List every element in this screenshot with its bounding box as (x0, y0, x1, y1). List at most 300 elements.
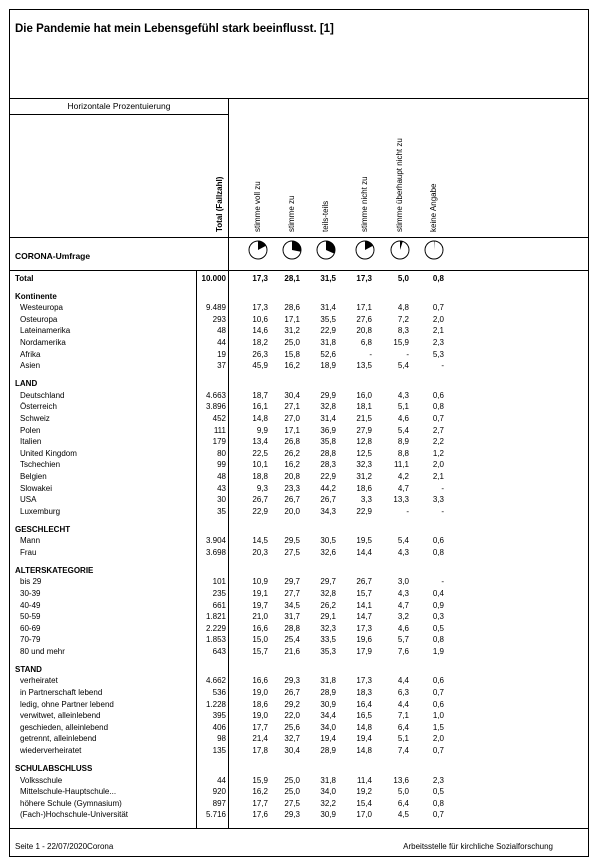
table-row-cell: 22,0 (284, 711, 300, 721)
table-row-cell: 0,8 (432, 402, 444, 412)
table-row-cell: 35,8 (320, 437, 336, 447)
page-title: Die Pandemie hat mein Lebensgefühl stark beeinflusst. [1] (15, 23, 334, 35)
table-row-cell: 26,7 (320, 495, 336, 505)
table-row-cell: 18,1 (356, 402, 372, 412)
table-row-cell: 26,2 (284, 448, 300, 458)
table-row-cell: 29,2 (284, 699, 300, 709)
column-header-4: stimme nicht zu (360, 176, 369, 232)
table-row-cell: 1,2 (432, 448, 444, 458)
table-row-label: Osteuropa (20, 314, 58, 324)
table-row-cell: 31,7 (284, 612, 300, 622)
table-row-label: Mittelschule-Hauptschule... (20, 787, 117, 797)
table-row-cell: 26,2 (320, 600, 336, 610)
table-row-label: USA (20, 495, 37, 505)
table-row-cell: 17,3 (356, 623, 372, 633)
table-row-cell: 16,4 (356, 699, 372, 709)
table-row-cell: 2,3 (432, 775, 444, 785)
table-row-cell: 20,0 (284, 506, 300, 516)
table-row-cell: 14,5 (252, 536, 268, 546)
table-row-cell: 4,4 (397, 699, 409, 709)
table-row-cell: 21,0 (252, 612, 268, 622)
table-row-cell: 28,6 (284, 303, 300, 313)
table-row-cell: 30,4 (284, 390, 300, 400)
table-row-cell: 6,4 (397, 722, 409, 732)
table-row-cell: 17,3 (356, 676, 372, 686)
table-row-cell: 19,7 (252, 600, 268, 610)
table-row-cell: 19,1 (252, 588, 268, 598)
total-row-label: Total (15, 274, 34, 283)
table-row-cell: 30,9 (320, 699, 336, 709)
table-row-cell: 11,1 (394, 460, 409, 470)
table-row-cell: 43 (217, 483, 226, 493)
table-row-cell: 44 (217, 775, 226, 785)
table-row-cell: 0,8 (432, 635, 444, 645)
table-row-cell: 30,5 (320, 536, 336, 546)
table-row-cell: 32,8 (320, 588, 336, 598)
table-row-label: verwitwet, alleinlebend (20, 711, 101, 721)
total-row-cell: 5,0 (397, 274, 409, 283)
table-row-cell: 9,9 (256, 425, 268, 435)
table-row-cell: 897 (212, 798, 226, 808)
table-row-cell: 0,8 (432, 547, 444, 557)
table-row-cell: 34,0 (320, 722, 336, 732)
table-row-cell: 406 (212, 722, 226, 732)
table-row-cell: 19,2 (356, 787, 372, 797)
table-row-cell: 34,4 (320, 711, 336, 721)
table-row-cell: 30,4 (284, 746, 300, 755)
table-row-cell: 0,6 (432, 536, 444, 546)
table-row-cell: 5,4 (397, 425, 409, 435)
table-row-cell: 27,5 (284, 798, 300, 808)
table-row-cell: 17,0 (356, 810, 372, 820)
pie-icon-4 (355, 240, 375, 260)
table-row-cell: 31,2 (284, 326, 300, 336)
title-divider (9, 98, 589, 99)
pie-slice (292, 241, 301, 252)
table-row-cell: 2,1 (432, 471, 444, 481)
table-row-cell: 15,8 (284, 349, 300, 359)
table-row-cell: 32,8 (320, 402, 336, 412)
table-row-cell: 1,5 (432, 722, 444, 732)
table-row-label: Belgien (20, 471, 47, 481)
table-row-cell: 1,9 (432, 646, 444, 656)
table-row-cell: 22,9 (320, 326, 336, 336)
table-row-cell: 26,7 (252, 495, 268, 505)
pie-icon-5 (390, 240, 410, 260)
column-divider-left (228, 98, 229, 828)
table-row-cell: 26,3 (252, 349, 268, 359)
table-row-cell: 48 (217, 326, 226, 336)
table-row-cell: 52,6 (320, 349, 336, 359)
table-row-cell: 19,4 (356, 734, 372, 744)
table-row-cell: 101 (212, 577, 226, 587)
table-row-cell: 395 (212, 711, 226, 721)
table-row-cell: 15,0 (252, 635, 268, 645)
table-row-cell: 34,5 (284, 600, 300, 610)
table-row-cell: 19 (217, 349, 226, 359)
table-row-cell: 0,4 (432, 588, 444, 598)
table-row-label: in Partnerschaft lebend (20, 688, 103, 697)
table-row-cell: 6,3 (397, 688, 409, 697)
table-row-cell: 135 (212, 746, 226, 755)
table-row-cell: 17,7 (252, 798, 268, 808)
table-row-cell: 26,7 (284, 495, 300, 505)
table-row-cell: 29,3 (284, 810, 300, 820)
table-row-cell: 3,3 (360, 495, 372, 505)
table-row-cell: 13,6 (393, 775, 409, 785)
table-row-cell: 2,2 (432, 437, 444, 447)
column-header-divider (9, 237, 589, 238)
table-row-cell: 27,5 (284, 547, 300, 557)
table-row-cell: 15,7 (252, 646, 268, 656)
table-row-cell: 4,4 (397, 676, 409, 686)
table-row-cell: 22,5 (252, 448, 268, 458)
pie-row-divider (9, 270, 589, 271)
section-heading: LAND (15, 379, 38, 389)
table-row-cell: 16,1 (252, 402, 268, 412)
table-row-cell: 16,5 (356, 711, 372, 721)
table-row-cell: 19,4 (320, 734, 336, 744)
table-row-cell: 0,5 (432, 787, 444, 797)
table-row-cell: 29,3 (284, 676, 300, 686)
table-row-label: 80 und mehr (20, 646, 65, 656)
table-row-cell: 25,0 (284, 787, 300, 797)
table-row-cell: 30,9 (320, 810, 336, 820)
table-row-cell: 27,7 (284, 588, 300, 598)
table-row-cell: 34,3 (320, 506, 336, 516)
total-row-cell: 10.000 (201, 274, 226, 283)
table-row-label: ledig, ohne Partner lebend (20, 699, 114, 709)
table-row-cell: 293 (212, 314, 226, 324)
table-row-cell: 28,3 (320, 460, 336, 470)
table-row-cell: 0,6 (432, 390, 444, 400)
table-row-cell: 26,8 (284, 437, 300, 447)
table-row-cell: 28,9 (320, 746, 336, 755)
table-row-cell: 2,7 (432, 425, 444, 435)
table-row-cell: 0,7 (432, 746, 444, 755)
table-row-cell: 2,1 (432, 326, 444, 336)
section-heading: STAND (15, 664, 42, 674)
table-row-cell: 17,8 (252, 746, 268, 755)
footer-right: Arbeitsstelle für kirchliche Sozialforschung (403, 842, 553, 851)
table-row-cell: 0,7 (432, 303, 444, 313)
table-row-cell: 8,3 (397, 326, 409, 336)
table-row-label: wiederverheiratet (20, 746, 82, 755)
table-row-cell: 29,7 (284, 577, 300, 587)
table-row-cell: 1,0 (432, 711, 444, 721)
table-row-cell: 11,4 (357, 775, 372, 785)
table-row-cell: 17,1 (356, 303, 372, 313)
table-row-cell: 33,5 (320, 635, 336, 645)
table-row-cell: 29,7 (320, 577, 336, 587)
table-row-cell: 10,1 (252, 460, 268, 470)
table-row-cell: 28,9 (320, 688, 336, 697)
table-row-cell: 9,3 (256, 483, 268, 493)
table-row-cell: 20,8 (356, 326, 372, 336)
table-row-cell: 48 (217, 471, 226, 481)
table-row-cell: 4.663 (205, 390, 226, 400)
table-row-cell: 920 (212, 787, 226, 797)
table-row-cell: 44 (217, 338, 226, 347)
table-row-cell: 32,3 (356, 460, 372, 470)
table-row-label: Westeuropa (20, 303, 63, 313)
table-row-label: geschieden, alleinlebend (20, 722, 109, 732)
table-row-cell: 235 (212, 588, 226, 598)
table-row-cell: 27,9 (356, 425, 372, 435)
table-row-cell: 5,0 (397, 787, 409, 797)
table-row-cell: 3.698 (205, 547, 226, 557)
header-label-divider (9, 114, 229, 115)
table-row-cell: - (406, 506, 409, 516)
table-row-cell: 0,7 (432, 810, 444, 820)
table-row-cell: 7,2 (397, 314, 409, 324)
table-row-cell: 2,3 (432, 338, 444, 347)
table-row-cell: 18,9 (320, 361, 336, 371)
table-row-label: verheiratet (20, 676, 58, 686)
table-row-cell: 5,4 (397, 536, 409, 546)
table-row-cell: 5,3 (432, 349, 444, 359)
table-row-cell: 22,9 (356, 506, 372, 516)
table-row-cell: 4.662 (205, 676, 226, 686)
table-row-cell: 0,8 (432, 798, 444, 808)
table-row-label: Deutschland (20, 390, 65, 400)
table-row-cell: 29,1 (320, 612, 336, 622)
table-row-label: Frau (20, 547, 37, 557)
table-row-label: Schweiz (20, 413, 50, 423)
table-row-cell: - (441, 506, 444, 516)
table-row-cell: - (441, 483, 444, 493)
table-row-cell: 4,6 (397, 413, 409, 423)
table-row-cell: 12,8 (356, 437, 372, 447)
table-row-cell: 26,7 (284, 688, 300, 697)
survey-label: CORONA-Umfrage (15, 251, 91, 261)
total-row-cell: 28,1 (284, 274, 300, 283)
table-row-cell: 44,2 (320, 483, 336, 493)
table-row-cell: 4,8 (397, 303, 409, 313)
table-row-cell: 15,4 (356, 798, 372, 808)
column-header-3: teils-teils (321, 200, 330, 232)
table-row-cell: 16,2 (284, 361, 300, 371)
table-row-label: Lateinamerika (20, 326, 71, 336)
column-header-5: stimme überhaupt nicht zu (395, 138, 404, 232)
section-heading: GESCHLECHT (15, 524, 71, 534)
table-row-cell: 31,8 (320, 775, 336, 785)
table-row-cell: 4,7 (397, 483, 409, 493)
table-row-cell: 7,1 (397, 711, 409, 721)
table-row-cell: 3,3 (432, 495, 444, 505)
table-row-cell: 14,8 (356, 722, 372, 732)
table-row-cell: 179 (212, 437, 226, 447)
table-row-cell: 14,6 (252, 326, 268, 336)
table-row-cell: 18,2 (252, 338, 268, 347)
table-row-label: 60-69 (20, 623, 41, 633)
table-row-cell: 4,3 (397, 390, 409, 400)
table-row-cell: 2,0 (432, 734, 444, 744)
table-row-cell: 27,6 (356, 314, 372, 324)
table-row-cell: 17,1 (284, 425, 300, 435)
column-header-6: keine Angabe (429, 183, 438, 232)
table-row-label: Volksschule (20, 775, 63, 785)
table-row-cell: 2,0 (432, 460, 444, 470)
table-row-cell: 4,2 (397, 471, 409, 481)
table-row-cell: 30 (217, 495, 226, 505)
table-row-cell: 0,3 (432, 612, 444, 622)
table-row-cell: 452 (212, 413, 226, 423)
total-row-cell: 31,5 (320, 274, 336, 283)
table-row-label: Italien (20, 437, 42, 447)
table-row-cell: 13,3 (393, 495, 409, 505)
table-row-cell: 4,5 (397, 810, 409, 820)
table-row-cell: 3.896 (205, 402, 226, 412)
table-row-cell: 35,5 (320, 314, 336, 324)
table-row-cell: 2.229 (205, 623, 226, 633)
table-row-cell: 13,4 (252, 437, 268, 447)
table-row-cell: 3.904 (205, 536, 226, 546)
table-row-label: Österreich (20, 402, 57, 412)
table-row-label: getrennt, alleinlebend (20, 734, 97, 744)
table-row-cell: 12,5 (356, 448, 372, 458)
table-row-cell: 28,8 (284, 623, 300, 633)
table-row-cell: 16,0 (356, 390, 372, 400)
table-row-cell: 32,2 (320, 798, 336, 808)
table-row-cell: 98 (217, 734, 226, 744)
table-row-label: Asien (20, 361, 41, 371)
table-row-label: bis 29 (20, 577, 42, 587)
table-row-cell: 5,7 (397, 635, 409, 645)
table-row-cell: 37 (217, 361, 226, 371)
table-row-cell: 3,0 (397, 577, 409, 587)
table-row-cell: 22,9 (320, 471, 336, 481)
table-row-cell: 17,6 (252, 810, 268, 820)
table-row-cell: - (406, 349, 409, 359)
table-row-cell: 5,1 (397, 734, 409, 744)
pie-icon-1 (248, 240, 268, 260)
table-row-cell: 32,3 (320, 623, 336, 633)
table-row-cell: 643 (212, 646, 226, 656)
table-row-cell: 14,1 (356, 600, 372, 610)
table-row-cell: 5,1 (397, 402, 409, 412)
table-row-cell: 8,8 (397, 448, 409, 458)
table-row-label: (Fach-)Hochschule-Universität (20, 810, 129, 820)
table-row-cell: 4,3 (397, 588, 409, 598)
table-row-cell: 17,3 (252, 303, 268, 313)
table-row-cell: 80 (217, 448, 226, 458)
table-row-cell: 21,4 (252, 734, 268, 744)
table-row-cell: 1.821 (205, 612, 226, 622)
table-row-cell: 15,9 (252, 775, 268, 785)
table-row-cell: 111 (213, 425, 226, 435)
table-row-cell: 25,0 (284, 338, 300, 347)
table-row-cell: 29,9 (320, 390, 336, 400)
table-row-cell: 19,5 (356, 536, 372, 546)
table-row-cell: 17,7 (252, 722, 268, 732)
pie-icon-6 (424, 240, 444, 260)
table-row-cell: 16,2 (284, 460, 300, 470)
table-row-cell: 7,4 (397, 746, 409, 755)
pie-icon-2 (282, 240, 302, 260)
table-row-cell: 3,2 (397, 612, 409, 622)
total-row-cell: 0,8 (432, 274, 444, 283)
table-row-label: Slowakei (20, 483, 53, 493)
table-row-cell: 25,4 (284, 635, 300, 645)
table-row-cell: 0,5 (432, 623, 444, 633)
table-row-cell: 18,6 (356, 483, 372, 493)
table-row-cell: 34,0 (320, 787, 336, 797)
table-row-cell: 18,3 (356, 688, 372, 697)
table-row-label: Luxemburg (20, 506, 61, 516)
table-row-cell: 15,9 (393, 338, 409, 347)
table-row-cell: 4,3 (397, 547, 409, 557)
table-row-cell: - (369, 349, 372, 359)
table-row-cell: 25,0 (284, 775, 300, 785)
table-row-cell: 16,6 (252, 623, 268, 633)
column-header-1: stimme voll zu (253, 181, 262, 232)
footer-left: Seite 1 - 22/07/2020Corona (15, 842, 114, 851)
table-row-cell: 18,8 (252, 471, 268, 481)
table-row-cell: 0,9 (432, 600, 444, 610)
table-row-cell: 0,7 (432, 413, 444, 423)
table-row-label: 50-59 (20, 612, 41, 622)
table-row-cell: 13,5 (356, 361, 372, 371)
table-row-cell: 35,3 (320, 646, 336, 656)
table-row-label: Tschechien (20, 460, 61, 470)
section-heading: SCHULABSCHLUSS (15, 763, 93, 773)
table-row-label: höhere Schule (Gymnasium) (20, 798, 122, 808)
column-header-2: stimme zu (287, 195, 296, 232)
table-row-cell: 9.489 (205, 303, 226, 313)
table-row-cell: 2,0 (432, 314, 444, 324)
table-row-cell: 29,5 (284, 536, 300, 546)
table-row-cell: - (441, 577, 444, 587)
table-row-cell: 14,8 (356, 746, 372, 755)
table-row-cell: 6,4 (397, 798, 409, 808)
table-row-cell: 19,0 (252, 711, 268, 721)
table-row-cell: 31,2 (356, 471, 372, 481)
table-row-cell: 31,4 (320, 303, 336, 313)
table-row-cell: 45,9 (252, 361, 268, 371)
table-row-cell: 661 (212, 600, 226, 610)
table-row-cell: 0,6 (432, 676, 444, 686)
table-row-cell: 5.716 (205, 810, 226, 820)
table-row-cell: 22,9 (252, 506, 268, 516)
table-row-cell: 6,8 (360, 338, 372, 347)
section-heading: ALTERSKATEGORIE (15, 565, 94, 575)
table-row-cell: 27,0 (284, 413, 300, 423)
total-row-cell: 17,3 (356, 274, 372, 283)
table-row-label: United Kingdom (20, 448, 77, 458)
table-row-cell: 0,7 (432, 688, 444, 697)
table-row-cell: 15,7 (356, 588, 372, 598)
table-row-cell: 18,7 (252, 390, 268, 400)
pie-icon-3 (316, 240, 336, 260)
table-row-cell: 4,7 (397, 600, 409, 610)
table-row-cell: 27,1 (284, 402, 300, 412)
table-row-cell: 10,9 (252, 577, 268, 587)
total-row-cell: 17,3 (252, 274, 268, 283)
table-row-cell: 23,3 (284, 483, 300, 493)
table-row-cell: 21,6 (284, 646, 300, 656)
header-label: Horizontale Prozentuierung (67, 101, 171, 111)
table-row-cell: 36,9 (320, 425, 336, 435)
table-row-cell: 8,9 (397, 437, 409, 447)
table-row-cell: 18,6 (252, 699, 268, 709)
table-row-cell: 16,2 (252, 787, 268, 797)
table-row-label: Nordamerika (20, 338, 66, 347)
section-heading: Kontinente (15, 291, 57, 301)
table-row-cell: 32,7 (284, 734, 300, 744)
table-row-cell: 17,1 (284, 314, 300, 324)
table-row-cell: 7,6 (397, 646, 409, 656)
